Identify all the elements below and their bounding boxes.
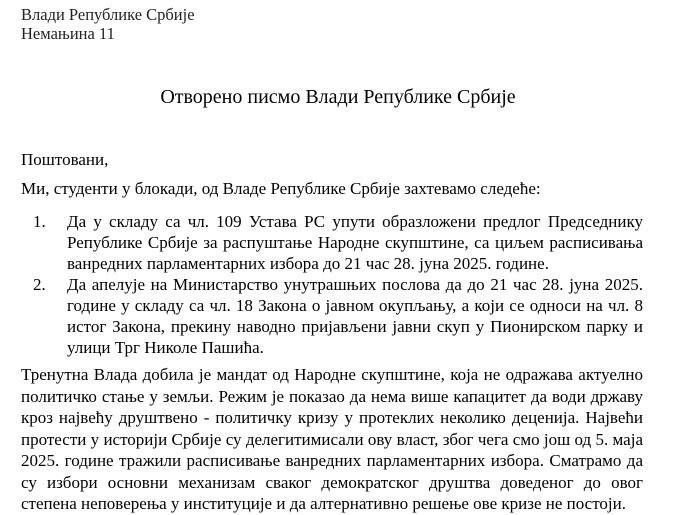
demand-text: Да у складу са чл. 109 Устава РС упути образложени предлог Председнику Републике Србије за распуштање Народне скупштине, са циљем расписивања ванредних парламентарних избора до 21 час 28. јуна 2025. године. [67,212,643,273]
letter-intro: Ми, студенти у блокади, од Владе Републике Србије захтевамо следеће: [21,179,541,198]
recipient-street: Немањина 11 [21,24,115,43]
demand-number: 2. [33,275,46,294]
recipient-name: Влади Републике Србије [21,5,195,24]
letter-greeting: Поштовани, [21,150,109,169]
demand-number: 1. [33,212,46,231]
demand-item-1 [33,211,643,274]
demands-list [33,211,643,358]
letter-body-paragraph: Тренутна Влада добила је мандат од Народне скупштине, која не одражава актуелно политичко стање у земљи. Режим је показао да нема више капацитет да води државу кроз највећу друштвено - политичку кризу у протеклих неколико деценија. Највећи протести у историји Србије су делегитимисали ову власт, због чега смо још од 5. маја 2025. године тражили расписивање ванредних парламентарних избора. Сматрамо да су избори основни механизам сваког демократског друштва доведеног до овог степена неповерења у институције и да алтернативно решење ове кризе не постоји. [21,365,643,513]
demand-text: Да апелује на Министарство унутрашњих послова да до 21 час 28. јуна 2025. године у складу са чл. 18 Закона о јавном окупљању, а који се односи на чл. 8 истог Закона, прекину наводно пријављени јавни скуп у Пионирском парку и улици Трг Николе Пашића. [67,275,643,357]
letter-title: Отворено писмо Влади Републике Србије [160,86,516,108]
recipient-address-block [21,5,195,43]
demand-item-2 [33,274,643,358]
